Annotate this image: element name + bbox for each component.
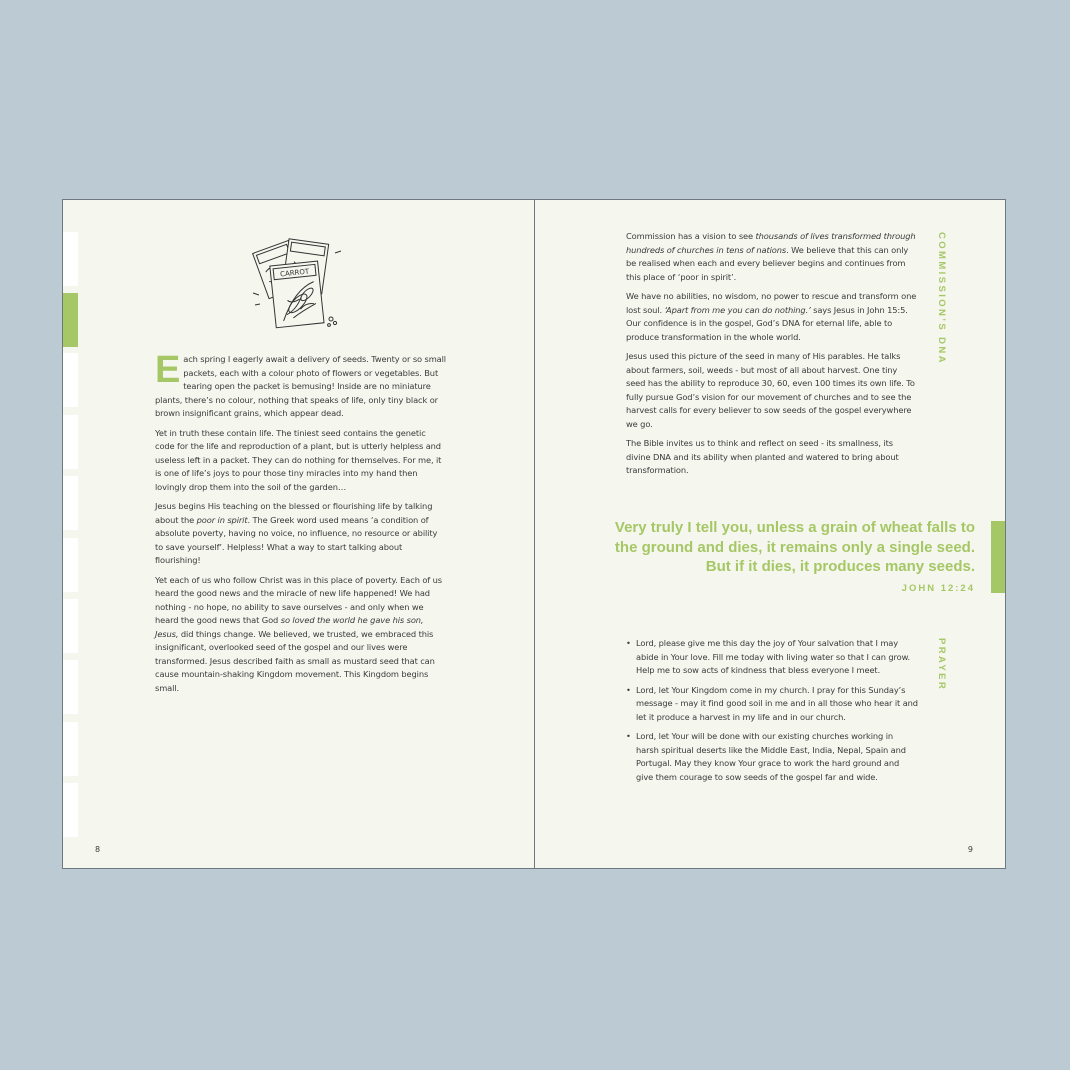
page-number-right: 9 (967, 845, 973, 854)
italic-text: thousands of lives transformed through hundreds of churches in tens of nations (626, 231, 916, 255)
paragraph-text: Yet each of us who follow Christ was in this place of poverty. Each of us heard the good news and the miracle of new life happened! We had nothing - no hope, no ability to save ourselves - and only when we heard the good news that (155, 574, 442, 625)
packet-label: CARROT (279, 267, 310, 279)
paragraph (155, 500, 447, 568)
quote-reference: JOHN 12:24 (901, 583, 975, 594)
paragraph (155, 574, 447, 696)
paragraph (626, 230, 918, 284)
paragraph-text: Commission has a vision to see (626, 231, 756, 241)
italic-text: poor in spirit (196, 514, 248, 525)
edge-tab (63, 353, 78, 407)
edge-tab (63, 476, 78, 530)
edge-tab-active (63, 293, 78, 347)
left-page-body (155, 349, 447, 701)
paragraph-text: . The Greek word used means ‘a condition of absolute poverty, having no voice, no influence, no resource or ability to save yourself’. Helpless! What a way to start talking about flourishing! (155, 514, 438, 565)
paragraph-text: says Jesus in John 15:5. Our confidence is in the gospel, God’s DNA for eternal life, able to produce transformation in the whole world. (626, 304, 908, 342)
book-spread (62, 199, 1006, 869)
edge-tab (63, 599, 78, 653)
prayer-list (626, 637, 918, 790)
paragraph (626, 290, 918, 344)
edge-tab-active-right (991, 521, 1005, 593)
paragraph-text: We have no abilities, no wisdom, no power to rescue and transform one lost soul. (626, 291, 917, 315)
edge-tab (63, 722, 78, 776)
edge-tab (63, 538, 78, 592)
section-label: COMMISSION’S DNA (936, 232, 947, 365)
book-gutter (534, 200, 535, 868)
prayer-item: • Lord, let Your Kingdom come in my church. I pray for this Sunday’s message - may it find good soil in me and in all those who hear it and let it produce a harvest in my life and in our church. (626, 684, 918, 725)
paragraph-text: . We believe that this can only be realised when each and every believer begins and continues from this place of ‘poor in spirit’. (626, 244, 909, 282)
paragraph: The Bible invites us to think and reflect on seed - its smallness, its divine DNA and its ability when planted and watered to bring about transformation. (626, 438, 899, 475)
paragraph: Jesus used this picture of the seed in many of His parables. He talks about farmers, soil, weeds - but most of all about harvest. One tiny seed has the ability to reproduce 30, 60, even 100 times its own life. To fully pursue God’s vision for our movement of churches and to see the harvest calls for every believer to sow seeds of the gospel everywhere we go. (626, 351, 915, 429)
edge-tab (63, 415, 78, 469)
paragraph-text: did things change. We believed, we trusted, we embraced this insignificant, overlooked seed of the gospel and our lives were transformed. Jesus described faith as small as mustard seed that can cause mountain-shaking Kingdom movement. This Kingdom begins small. (155, 628, 435, 693)
prayer-item: • Lord, please give me this day the joy of Your salvation that I may abide in Your love. Fill me today with living water so that I can grow. Help me to sow acts of kindness that bless everyone I meet. (626, 637, 918, 678)
pull-quote: Very truly I tell you, unless a grain of wheat falls to the ground and dies, it remains only a single seed. But if it dies, it produces many seeds. (614, 519, 975, 575)
edge-tab (63, 783, 78, 837)
edge-tab (63, 660, 78, 714)
right-page-body (626, 230, 918, 484)
italic-text: so loved the world he gave his son, Jesus, (155, 615, 424, 639)
prayer-item: • Lord, let Your will be done with our existing churches working in harsh spiritual deserts like the Middle East, India, Nepal, Spain and Portugal. May they know Your grace to work the hard ground and give them courage to sow seeds of the gospel far and wide. (626, 730, 918, 784)
prayer-label: PRAYER (936, 638, 947, 692)
paragraph-text: Jesus begins His teaching on the blessed or flourishing life by talking about the (155, 501, 433, 525)
drop-cap: E (155, 349, 181, 391)
paragraph-text: God (261, 615, 279, 625)
italic-text: ‘Apart from me you can do nothing.’ (664, 304, 811, 315)
page-number-left: 8 (95, 845, 101, 854)
paragraph-intro (155, 349, 447, 421)
seed-packets-icon (251, 233, 347, 337)
paragraph: Yet in truth these contain life. The tiniest seed contains the genetic code for the life and reproduction of a plant, but is utterly helpless and useless left in a packet. They can do nothing for themselves. For me, it is one of life’s joys to pour those tiny miracles into my hand then lovingly drop them into the soil of the garden… (155, 427, 442, 492)
paragraph-text: ach spring I eagerly await a delivery of seeds. Twenty or so small packets, each with a colour photo of flowers or vegetables. But tearing open the packet is bemusing! Inside are no miniature plants, there’s no colour, nothing that speaks of life, only tiny black or brown insignificant grains, which appear dead. (155, 354, 446, 418)
edge-tab (63, 232, 78, 286)
